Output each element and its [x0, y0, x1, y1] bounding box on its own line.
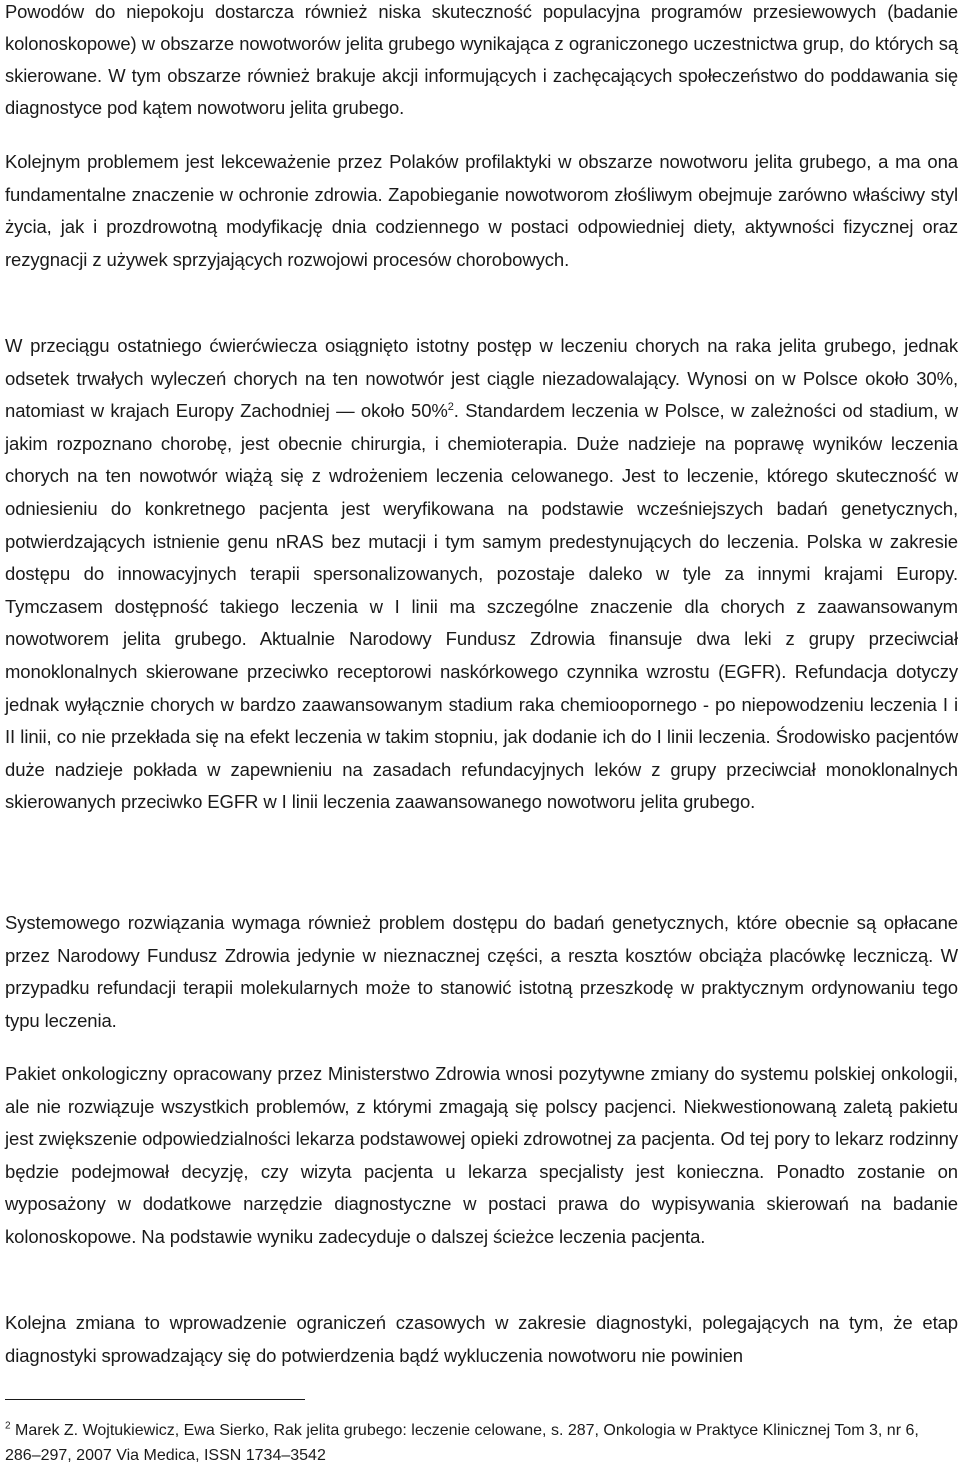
- footnote-separator: [5, 1399, 305, 1400]
- paragraph-prevention: Kolejnym problemem jest lekceważenie przez Polaków profilaktyki w obszarze nowotworu jelita grubego, a ma ona fundamentalne znaczenie w ochronie zdrowia. Zapobieganie nowotworom złośliwym obejmuje zarówno właściwy styl życia, jak i prozdrowotną modyfikację dnia codziennego w postaci odpowiedniej diety, aktywności fizycznej oraz rezygnacji z używek sprzyjających rozwojowi procesów chorobowych.: [5, 151, 958, 270]
- footnote-text: Marek Z. Wojtukiewicz, Ewa Sierko, Rak jelita grubego: leczenie celowane, s. 287, Onkologia w Praktyce Klinicznej Tom 3, nr 6, 286–297, 2007 Via Medica, ISSN 1734–3542: [5, 1422, 919, 1464]
- footnote-number: 2: [5, 1420, 11, 1432]
- paragraph-treatment: [5, 330, 958, 819]
- paragraph-time-limits: Kolejna zmiana to wprowadzenie ograniczeń czasowych w zakresie diagnostyki, polegających na tym, że etap diagnostyki sprowadzający się do potwierdzenia bądź wykluczenia nowotworu nie powinien: [5, 1312, 958, 1366]
- paragraph-treatment-end: . Standardem leczenia w Polsce, w zależności od stadium, w jakim rozpoznano chorobę, jest obecnie chirurgia, i chemioterapia. Duże nadzieje na poprawę wyników leczenia chorych na ten nowotwór wiążą się z wdrożeniem leczenia celowanego. Jest to leczenie, którego skuteczność w odniesieniu do konkretnego pacjenta jest weryfikowana na podstawie wcześniejszych badań genetycznych, potwierdzających istnienie genu nRAS bez mutacji i tym samym predestynujących do leczenia. Polska w zakresie dostępu do innowacyjnych terapii spersonalizowanych, pozostaje daleko w tyle za innymi krajami Europy. Tymczasem dostępność takiego leczenia w I linii ma szczególne znaczenie dla chorych z zaawansowanym nowotworem jelita grubego. Aktualnie Narodowy Fundusz Zdrowia finansuje dwa leki z grupy przeciwciał monoklonalnych skierowane przeciwko receptorowi naskórkowego czynnika wzrostu (EGFR). Refundacja dotyczy jednak wyłącznie chorych w bardzo zaawansowanym stadium raka chemioopornego - po niepowodzeniu leczenia I i II linii, co nie przekłada się na efekt leczenia w takim stopniu, jak dodanie ich do I linii leczenia. Środowisko pacjentów duże nadzieje pokłada w zapewnieniu na zasadach refundacyjnych leków z grupy przeciwciał monoklonalnych skierowanych przeciwko EGFR w I linii leczenia zaawansowanego nowotworu jelita grubego.: [5, 400, 958, 813]
- footnote: [5, 1418, 945, 1468]
- paragraph-genetic-tests: Systemowego rozwiązania wymaga również problem dostępu do badań genetycznych, które obecnie są opłacane przez Narodowy Fundusz Zdrowia jedynie w nieznacznej części, a reszta kosztów obciąża placówkę leczniczą. W przypadku refundacji terapii molekularnych może to stanowić istotną przeszkodę w praktycznym ordynowaniu tego typu leczenia.: [5, 912, 958, 1031]
- paragraph-screening: Powodów do niepokoju dostarcza również niska skuteczność populacyjna programów przesiewowych (badanie kolonoskopowe) w obszarze nowotworów jelita grubego wynikająca z ograniczonego uczestnictwa grup, do których są skierowane. W tym obszarze również brakuje akcji informujących i zachęcających społeczeństwo do poddawania się diagnostyce pod kątem nowotworu jelita grubego.: [5, 1, 958, 118]
- paragraph-oncology-package: Pakiet onkologiczny opracowany przez Ministerstwo Zdrowia wnosi pozytywne zmiany do systemu polskiej onkologii, ale nie rozwiązuje wszystkich problemów, z którymi zmagają się polscy pacjenci. Niekwestionowaną zaletą pakietu jest zwiększenie odpowiedzialności lekarza podstawowej opieki zdrowotnej za pacjenta. Od tej pory to lekarz rodzinny będzie podejmował decyzję, czy wizyta pacjenta u lekarza specjalisty jest konieczna. Ponadto zostanie on wyposażony w dodatkowe narzędzie diagnostyczne w postaci prawa do wypisywania skierowań na badanie kolonoskopowe. Na podstawie wyniku zadecyduje o dalszej ścieżce leczenia pacjenta.: [5, 1063, 958, 1247]
- paragraph-treatment-start: W przeciągu ostatniego ćwierćwiecza osiągnięto istotny postęp w leczeniu chorych na raka jelita grubego, jednak odsetek trwałych wyleczeń chorych na ten nowotwór jest ciągle niezadowalający. Wynosi on w Polsce około 30%, natomiast w krajach Europy Zachodniej — około 50%: [5, 335, 958, 422]
- footnote-reference[interactable]: 2: [447, 401, 454, 414]
